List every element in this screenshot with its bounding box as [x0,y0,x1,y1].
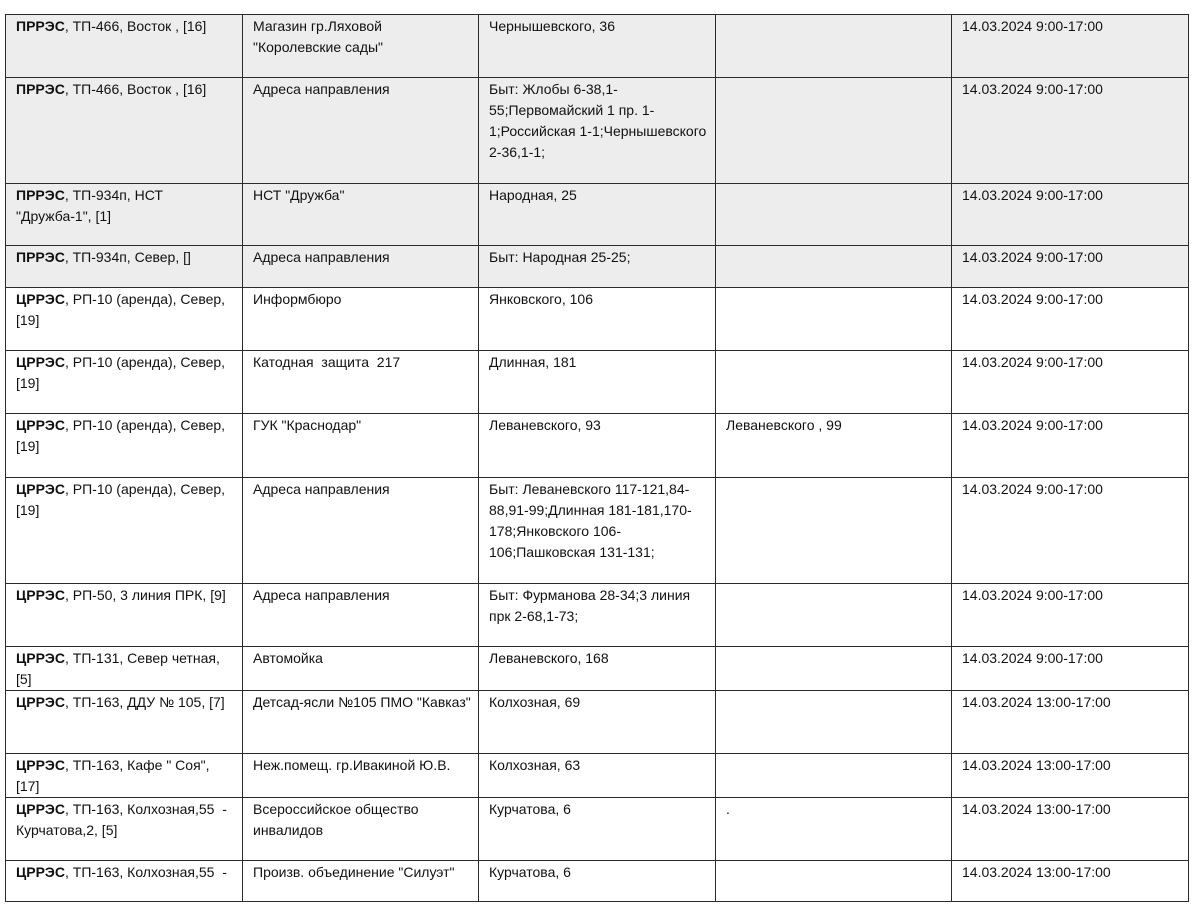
source-detail: , РП-10 (аренда), Север, [19] [16,291,226,328]
table-row [6,288,1189,351]
document-page [0,14,1200,902]
address-cell: Курчатова, 6 [479,861,716,902]
source-cell [6,15,243,78]
organization-name: ПРРЭС [16,249,65,265]
time-cell: 14.03.2024 9:00-17:00 [952,288,1189,351]
organization-name: ЦРРЭС [16,354,65,370]
note-cell [716,246,952,288]
note-cell: . [716,798,952,861]
source-detail: , ТП-934п, НСТ "Дружба-1", [1] [16,187,163,224]
source-cell [6,246,243,288]
time-cell: 14.03.2024 9:00-17:00 [952,78,1189,184]
time-cell: 14.03.2024 9:00-17:00 [952,584,1189,647]
consumer-cell: Магазин гр.Ляховой "Королевские сады" [243,15,479,78]
address-cell: Колхозная, 69 [479,691,716,754]
organization-name: ПРРЭС [16,81,65,97]
time-cell: 14.03.2024 9:00-17:00 [952,351,1189,414]
address-cell: Леваневского, 168 [479,647,716,691]
consumer-cell: Детсад-ясли №105 ПМО "Кавказ" [243,691,479,754]
note-cell [716,754,952,798]
time-cell: 14.03.2024 13:00-17:00 [952,861,1189,902]
note-cell [716,478,952,584]
address-cell: Курчатова, 6 [479,798,716,861]
time-cell: 14.03.2024 9:00-17:00 [952,414,1189,478]
address-cell: Быт: Леваневского 117-121,84-88,91-99;Длинная 181-181,170-178;Янковского 106-106;Пашковская 131-131; [479,478,716,584]
consumer-cell: Катодная защита 217 [243,351,479,414]
address-cell: Быт: Жлобы 6-38,1-55;Первомайский 1 пр. 1-1;Российская 1-1;Чернышевского 2-36,1-1; [479,78,716,184]
address-cell: Колхозная, 63 [479,754,716,798]
consumer-cell: Адреса направления [243,584,479,647]
time-cell: 14.03.2024 9:00-17:00 [952,647,1189,691]
time-cell: 14.03.2024 13:00-17:00 [952,754,1189,798]
table-row [6,351,1189,414]
table-row [6,15,1189,78]
consumer-cell: Информбюро [243,288,479,351]
organization-name: ЦРРЭС [16,417,65,433]
table-row [6,414,1189,478]
address-cell: Леваневского, 93 [479,414,716,478]
consumer-cell: Произв. объединение "Силуэт" [243,861,479,902]
note-cell [716,647,952,691]
source-cell [6,184,243,246]
note-cell: Леваневского , 99 [716,414,952,478]
consumer-cell: ГУК "Краснодар" [243,414,479,478]
table-row [6,246,1189,288]
source-cell [6,351,243,414]
source-detail: , РП-10 (аренда), Север, [19] [16,417,226,454]
organization-name: ЦРРЭС [16,291,65,307]
time-cell: 14.03.2024 9:00-17:00 [952,15,1189,78]
time-cell: 14.03.2024 13:00-17:00 [952,798,1189,861]
address-cell: Чернышевского, 36 [479,15,716,78]
source-cell [6,584,243,647]
address-cell: Янковского, 106 [479,288,716,351]
organization-name: ЦРРЭС [16,587,65,603]
source-detail: , ТП-163, Кафе " Соя", [17] [16,757,210,794]
source-detail: , ТП-466, Восток , [16] [64,18,207,34]
consumer-cell: НСТ "Дружба" [243,184,479,246]
consumer-cell: Адреса направления [243,78,479,184]
outage-table [5,14,1189,902]
table-row [6,78,1189,184]
consumer-cell: Адреса направления [243,246,479,288]
source-detail: , РП-50, 3 линия ПРК, [9] [64,587,226,603]
organization-name: ЦРРЭС [16,864,65,880]
source-detail: , РП-10 (аренда), Север, [19] [16,354,226,391]
source-cell [6,478,243,584]
address-cell: Быт: Народная 25-25; [479,246,716,288]
source-detail: , ТП-163, Колхозная,55 - Курчатова,2, [5] [16,801,231,838]
source-detail: , ТП-466, Восток , [16] [64,81,207,97]
source-detail: , РП-10 (аренда), Север, [19] [16,481,226,518]
source-detail: , ТП-131, Север четная, [5] [16,650,220,687]
note-cell [716,351,952,414]
organization-name: ПРРЭС [16,187,65,203]
time-cell: 14.03.2024 13:00-17:00 [952,691,1189,754]
table-row [6,647,1189,691]
table-row [6,184,1189,246]
table-row [6,478,1189,584]
organization-name: ПРРЭС [16,18,65,34]
source-cell [6,754,243,798]
note-cell [716,15,952,78]
organization-name: ЦРРЭС [16,694,65,710]
consumer-cell: Всероссийское общество инвалидов [243,798,479,861]
source-cell [6,78,243,184]
time-cell: 14.03.2024 9:00-17:00 [952,184,1189,246]
organization-name: ЦРРЭС [16,650,65,666]
source-detail: , ТП-934п, Север, [] [64,249,191,265]
time-cell: 14.03.2024 9:00-17:00 [952,246,1189,288]
address-cell: Быт: Фурманова 28-34;3 линия прк 2-68,1-73; [479,584,716,647]
organization-name: ЦРРЭС [16,801,65,817]
table-row [6,798,1189,861]
note-cell [716,184,952,246]
organization-name: ЦРРЭС [16,757,65,773]
source-cell [6,414,243,478]
source-detail: , ТП-163, ДДУ № 105, [7] [64,694,225,710]
table-row [6,754,1189,798]
table-row [6,584,1189,647]
note-cell [716,861,952,902]
source-detail: , ТП-163, Колхозная,55 - [64,864,227,880]
note-cell [716,78,952,184]
consumer-cell: Неж.помещ. гр.Ивакиной Ю.В. [243,754,479,798]
organization-name: ЦРРЭС [16,481,65,497]
source-cell [6,691,243,754]
note-cell [716,288,952,351]
source-cell [6,861,243,902]
table-row [6,691,1189,754]
source-cell [6,288,243,351]
source-cell [6,647,243,691]
consumer-cell: Адреса направления [243,478,479,584]
address-cell: Длинная, 181 [479,351,716,414]
note-cell [716,691,952,754]
note-cell [716,584,952,647]
table-row [6,861,1189,902]
consumer-cell: Автомойка [243,647,479,691]
address-cell: Народная, 25 [479,184,716,246]
source-cell [6,798,243,861]
time-cell: 14.03.2024 9:00-17:00 [952,478,1189,584]
